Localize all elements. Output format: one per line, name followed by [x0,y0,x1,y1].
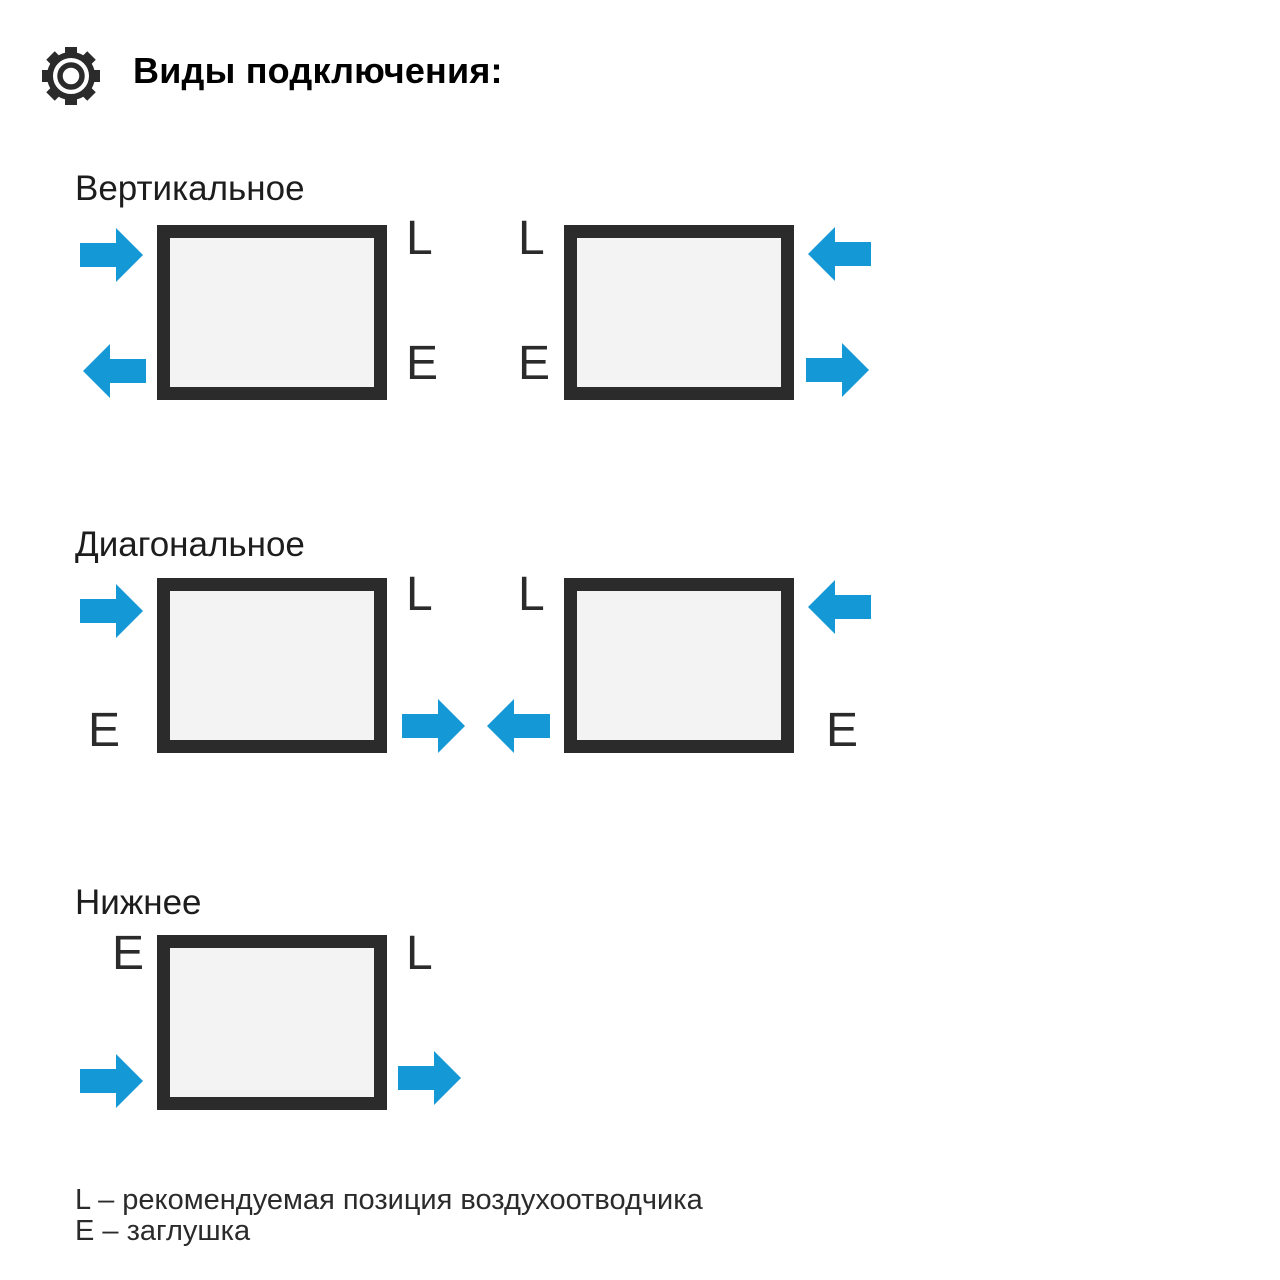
port-label-air-vent: L [406,568,433,621]
outlet-arrow-icon [806,343,869,397]
radiator-body [564,578,794,753]
port-label-air-vent: L [406,212,433,265]
inlet-arrow-icon [80,1054,143,1108]
port-label-plug: E [406,337,439,390]
port-label-plug: E [88,704,121,757]
section-title-vertical: Вертикальное [75,169,305,208]
outlet-arrow-icon [487,699,550,753]
radiator-body [157,935,387,1110]
radiator-body [157,578,387,753]
legend [75,1185,703,1247]
page-title: Виды подключения: [133,50,503,91]
inlet-arrow-icon [808,227,871,281]
gear-icon [40,45,102,107]
legend-line-plug: E – заглушка [75,1215,251,1247]
port-label-air-vent: L [518,568,545,621]
outlet-arrow-icon [402,699,465,753]
section-title-bottom: Нижнее [75,883,202,922]
outlet-arrow-icon [83,344,146,398]
legend-line-air-vent: L – рекомендуемая позиция воздухоотводчика [75,1184,703,1216]
port-label-air-vent: L [406,927,433,980]
radiator-body [564,225,794,400]
port-label-plug: E [112,927,145,980]
port-label-plug: E [826,704,859,757]
section-title-diagonal: Диагональное [75,525,305,564]
inlet-arrow-icon [80,228,143,282]
port-label-plug: E [518,337,551,390]
port-label-air-vent: L [518,212,545,265]
inlet-arrow-icon [808,580,871,634]
radiator-body [157,225,387,400]
outlet-arrow-icon [398,1051,461,1105]
inlet-arrow-icon [80,584,143,638]
